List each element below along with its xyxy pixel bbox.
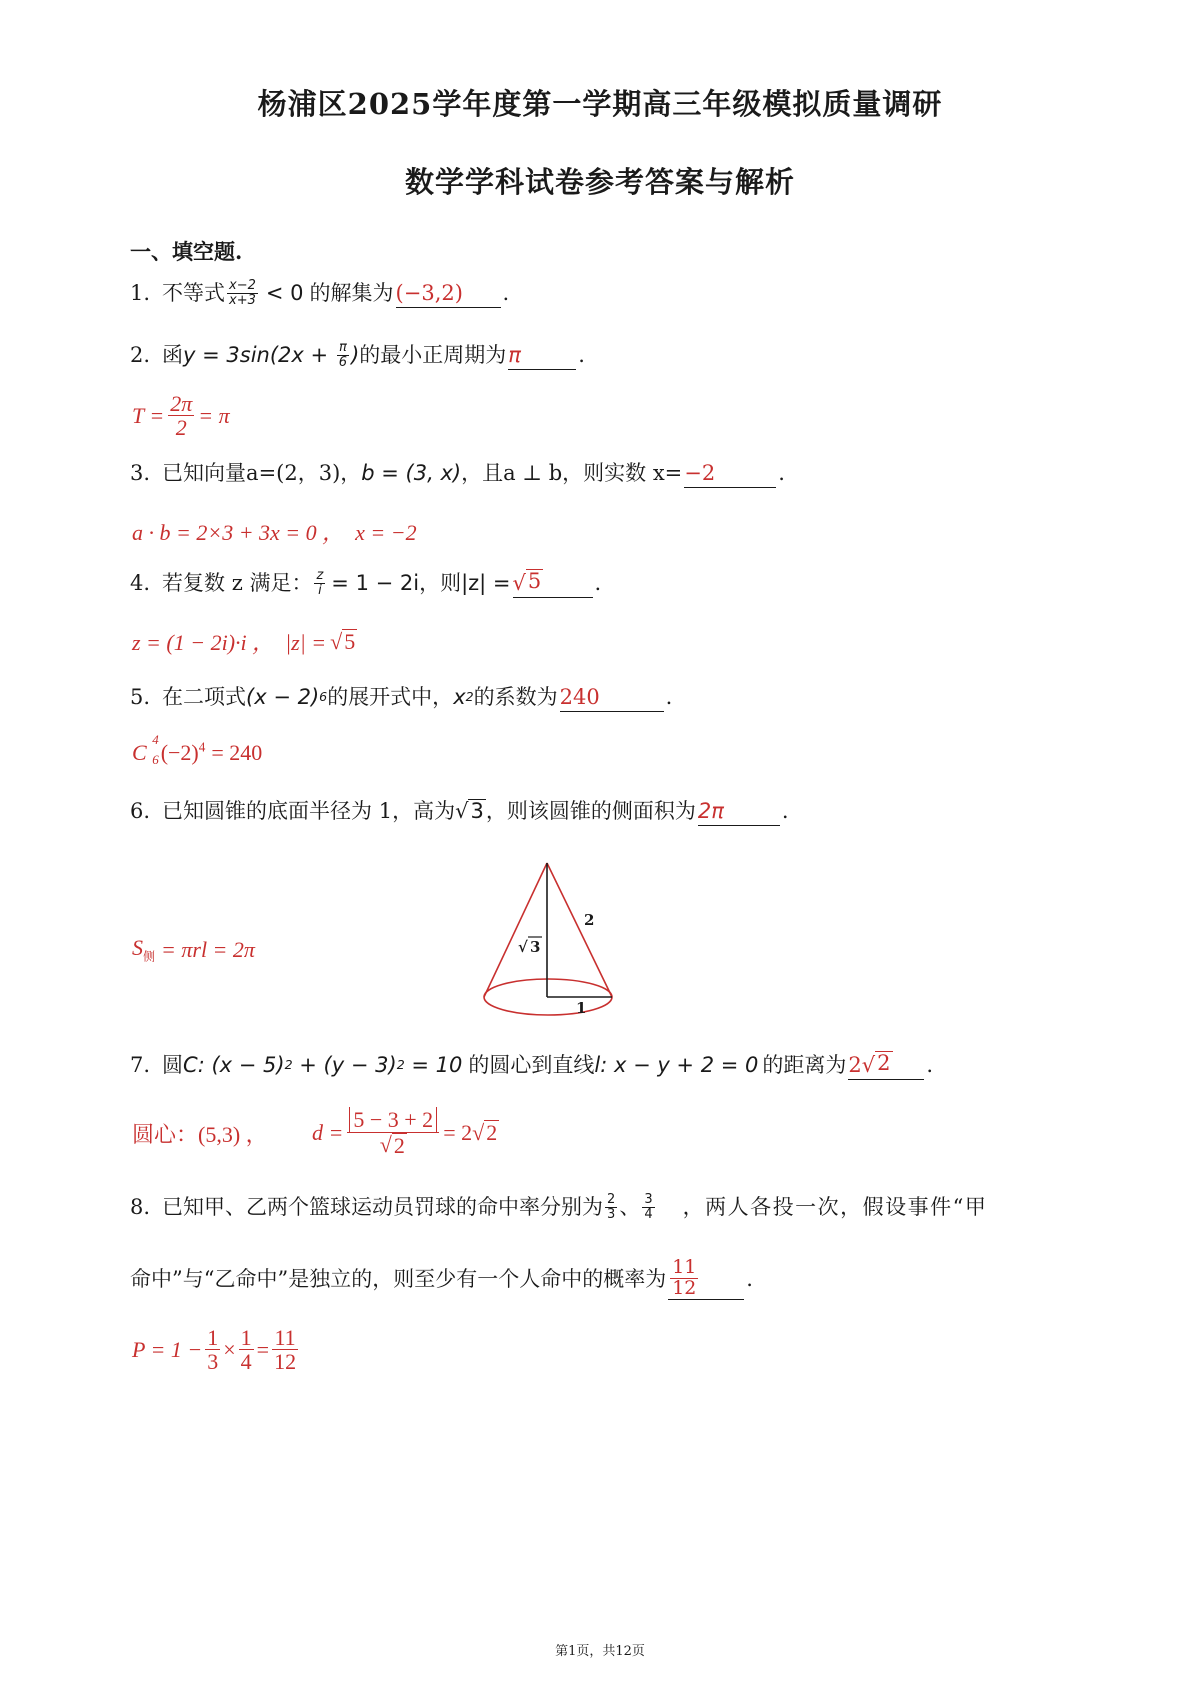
question-number: 7. [130, 1053, 151, 1077]
fraction: $\frac{\pi}{6}$ [338, 339, 348, 370]
equals-sign: = [256, 1336, 270, 1362]
period: . [746, 1266, 753, 1291]
answer-blank: π [508, 341, 576, 370]
lateral-area-symbol: $S_侧$ [132, 935, 156, 964]
period: . [594, 571, 602, 595]
answer-blank: 2π [698, 797, 780, 826]
solution-text: = π [198, 402, 230, 428]
section-heading: 一、填空题. [130, 239, 243, 264]
solution-2 [132, 392, 230, 439]
question-text: 函 [162, 343, 184, 367]
question-text: ，则该圆锥的侧面积为 [485, 799, 696, 823]
sqrt: √ 3 [455, 798, 484, 823]
line-equation: l: x − y + 2 = 0 [594, 1053, 759, 1077]
fraction: $\frac{3}{4}$ [644, 1191, 653, 1222]
period: . [502, 281, 510, 305]
solution-text: d = [312, 1120, 344, 1146]
solution-text: z = (1 − 2i)·i ， |z| = [132, 630, 327, 655]
solution-8 [132, 1326, 301, 1373]
question-text: 命中”与“乙命中”是独立的，则至少有一个人命中的概率为 [130, 1266, 667, 1291]
period: . [781, 799, 789, 823]
radius-label: 1 [576, 999, 587, 1017]
solution-text: T = [132, 402, 165, 428]
answer-blank: √ 5 [513, 569, 593, 598]
sqrt: √ 5 [330, 628, 356, 654]
question-text: 已知圆锥的底面半径为 1，高为 [162, 799, 456, 823]
question-number: 6. [130, 799, 151, 823]
fraction: $\frac{11}{12}$ [274, 1325, 297, 1375]
fraction: $\frac{x-2}{x+3}$ [229, 277, 256, 308]
expression: (x − 2) 6 [246, 685, 328, 709]
circle-equation: C: (x − 5) 2 + (y − 3) 2 = 10 [183, 1053, 463, 1077]
solution-5 [132, 732, 263, 767]
question-text: 的系数为 [473, 685, 558, 709]
height-label: 3 [530, 938, 541, 956]
slant-label: 2 [584, 911, 595, 929]
distance-fraction: 5 − 3 + 2 √ 2 [347, 1108, 439, 1158]
question-text: 若复数 z 满足： [162, 571, 313, 595]
vector-a: a=(2，3)， [246, 461, 362, 485]
vector-b: b = (3, x) [361, 461, 462, 485]
solution-6 [132, 935, 255, 964]
solution-text: = 2 [443, 1120, 473, 1146]
answer-blank: 240 [560, 683, 664, 712]
page-title: 杨浦区2025学年度第一学期高三年级模拟质量调研 [257, 87, 943, 121]
question-text: 已知甲、乙两个篮球运动员罚球的命中率分别为 [162, 1195, 604, 1219]
question-1 [130, 278, 509, 308]
power: $(-2)^4$ [160, 739, 206, 765]
answer-blank: −2 [684, 459, 776, 488]
question-text: 的解集为 [309, 281, 394, 305]
fraction: $\frac{z}{i}$ [316, 567, 324, 598]
solution-4 [132, 626, 357, 657]
question-text: 已知向量 [162, 461, 247, 485]
question-5 [130, 682, 672, 712]
question-8-line1 [130, 1192, 987, 1222]
expression: = 1 − 2i，则|z| = [331, 571, 511, 595]
solution-text: = πrl = 2π [161, 936, 255, 962]
sqrt: √ 2 [472, 1120, 498, 1146]
question-text: ，两人各投一次，假设事件“甲 [682, 1195, 988, 1219]
separator: 、 [619, 1195, 641, 1219]
inequality: < 0 [265, 281, 304, 305]
variable: x 2 [453, 685, 474, 709]
page-number: 第1页，共12页 [555, 1644, 645, 1659]
cone-right-edge [547, 863, 612, 997]
question-text: 的最小正周期为 [359, 343, 507, 367]
page-subtitle: 数学学科试卷参考答案与解析 [404, 165, 795, 199]
solution-3 [132, 516, 417, 547]
times-sign: × [223, 1336, 236, 1362]
question-text: 不等式 [162, 281, 226, 305]
period: . [578, 343, 585, 367]
period: . [778, 461, 785, 485]
expression: y = 3sin(2x + [183, 343, 335, 367]
question-text: 的圆心到直线 [468, 1053, 595, 1077]
question-text: 圆 [162, 1053, 184, 1077]
question-number: 3. [130, 461, 151, 485]
fraction: $\frac{1}{3}$ [207, 1325, 219, 1375]
question-number: 4. [130, 571, 151, 595]
question-text: 在二项式 [162, 685, 247, 709]
answer-blank: $\frac{11}{12}$ [668, 1258, 744, 1300]
circle-center: 圆心：(5,3) ， [132, 1121, 268, 1147]
question-number: 8. [130, 1195, 151, 1219]
combination: C 4 6 [132, 732, 159, 767]
question-3 [130, 458, 785, 488]
question-number: 5. [130, 685, 151, 709]
question-number: 2. [130, 343, 151, 367]
fraction: $\frac{2}{3}$ [607, 1191, 616, 1222]
fraction: $\frac{1}{4}$ [240, 1325, 252, 1375]
period: . [665, 685, 673, 709]
solution-text: P = 1 − [132, 1336, 203, 1362]
period: . [926, 1053, 934, 1077]
question-8-line2 [130, 1258, 753, 1300]
fraction: $\frac{2\pi}{2}$ [170, 391, 193, 441]
solution-text: a · b = 2×3 + 3x = 0 ， x = −2 [132, 520, 417, 545]
question-text: 的距离为 [762, 1053, 847, 1077]
question-6 [130, 796, 789, 826]
solution-text: = 240 [211, 740, 263, 765]
question-2 [130, 340, 585, 370]
answer-blank: 2 √ 2 [848, 1051, 924, 1080]
expression: ) [351, 343, 360, 367]
question-number: 1. [130, 281, 151, 305]
answer-blank: (−3,2) [396, 279, 501, 308]
cone-figure [470, 855, 640, 1025]
cone-left-edge [484, 863, 547, 997]
question-7 [130, 1050, 933, 1080]
height-sqrt-sign: √ [518, 938, 528, 956]
question-4 [130, 568, 601, 598]
solution-7 [132, 1108, 499, 1158]
question-text: 的展开式中， [327, 685, 454, 709]
question-text: ，且a ⊥ b，则实数 x= [461, 461, 683, 485]
